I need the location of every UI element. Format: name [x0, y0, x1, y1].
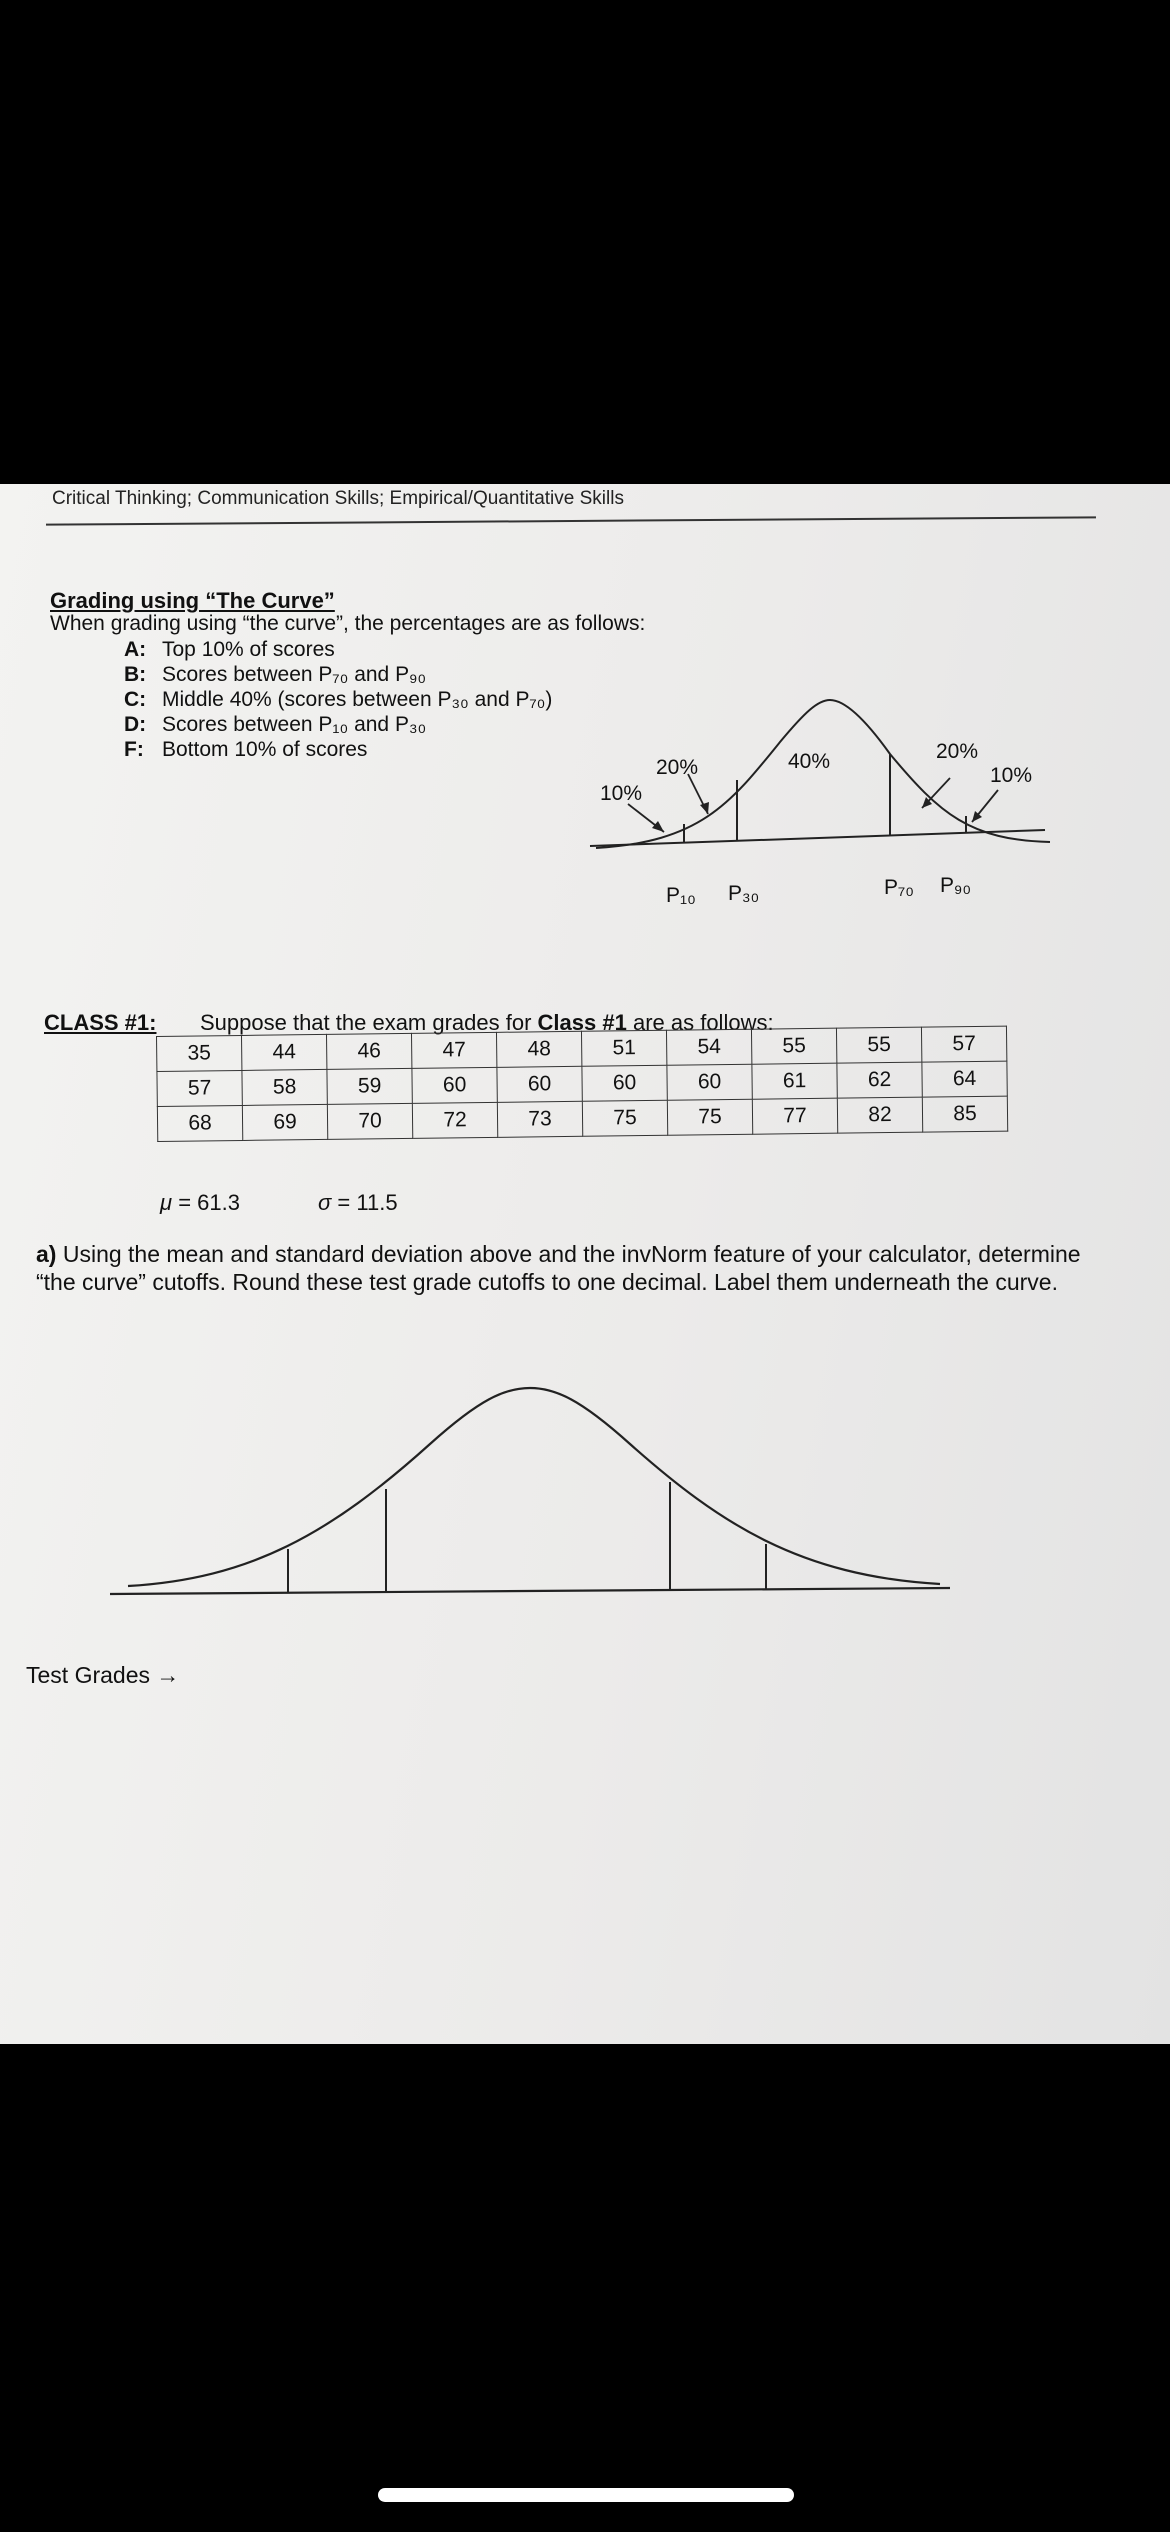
grade-cell: 60 [497, 1066, 582, 1102]
grade-cell: 75 [582, 1100, 667, 1136]
grade-item-d [124, 713, 426, 737]
grade-cell: 62 [837, 1062, 922, 1098]
grade-desc: Scores between P₁₀ and P₃₀ [162, 713, 427, 736]
grade-cell: 72 [412, 1102, 497, 1138]
grade-cell: 57 [921, 1026, 1006, 1062]
grades-table [156, 1026, 1008, 1142]
axis-label: Test Grades → [26, 1662, 180, 1688]
grade-cell: 47 [411, 1032, 496, 1068]
worksheet-page [0, 484, 1170, 2044]
grade-cell: 60 [667, 1064, 752, 1100]
percent-label-f: 10% [600, 782, 643, 805]
percentile-label-p30: P₃₀ [728, 882, 760, 905]
mean-value: = 61.3 [178, 1190, 240, 1215]
grade-cell: 54 [666, 1029, 751, 1065]
grade-letter: F: [124, 738, 144, 761]
grade-cell: 60 [582, 1065, 667, 1101]
percentile-label-p10: P₁₀ [666, 884, 696, 907]
mean-symbol: μ [160, 1190, 173, 1215]
percent-label-d: 20% [656, 756, 699, 779]
arrow-head [652, 821, 664, 832]
desc-class-name: Class #1 [537, 1010, 627, 1035]
grade-cell: 69 [242, 1104, 327, 1140]
sd-stat [318, 1190, 398, 1216]
percent-label-c: 40% [788, 750, 831, 773]
arrow-head [700, 802, 709, 814]
home-indicator[interactable] [378, 2488, 794, 2502]
grade-cell: 61 [752, 1063, 837, 1099]
grade-desc: Top 10% of scores [162, 638, 335, 661]
grade-cell: 59 [327, 1068, 412, 1104]
grade-letter: A: [124, 638, 147, 661]
grade-item-b [124, 663, 426, 687]
grade-cell: 75 [667, 1099, 752, 1135]
grade-cell: 57 [157, 1070, 242, 1106]
grade-desc: Middle 40% (scores between P₃₀ and P₇₀) [162, 688, 553, 711]
grade-cell: 35 [157, 1035, 242, 1071]
grading-intro: When grading using “the curve”, the percentages are as follows: [50, 612, 646, 635]
grading-title: Grading using “The Curve” [50, 588, 335, 613]
question-text: Using the mean and standard deviation above and the invNorm feature of your calculator, determine “the curve” cutoffs. Round these test grade cutoffs to one decimal. Label them underneath the curve. [36, 1241, 1081, 1295]
percent-label-b: 20% [936, 740, 979, 763]
grade-cell: 44 [241, 1034, 326, 1070]
sd-value: = 11.5 [337, 1190, 398, 1215]
grade-item-f [124, 738, 367, 762]
grade-cell: 85 [922, 1096, 1007, 1132]
grade-desc: Bottom 10% of scores [162, 738, 368, 761]
percent-label-a: 10% [990, 764, 1033, 787]
grade-cell: 51 [581, 1030, 666, 1066]
grade-cell: 77 [752, 1098, 837, 1134]
grade-letter: D: [124, 713, 147, 736]
grade-cell: 70 [327, 1103, 412, 1139]
blank-curve [100, 1364, 980, 1624]
grade-cell: 55 [751, 1028, 836, 1064]
grade-cell: 60 [412, 1067, 497, 1103]
grade-letter: C: [124, 688, 147, 711]
grade-cell: 48 [496, 1031, 581, 1067]
header-divider [46, 516, 1096, 525]
sd-symbol: σ [318, 1190, 332, 1215]
grade-cell: 82 [837, 1097, 922, 1133]
grade-cell: 73 [497, 1101, 582, 1137]
grade-item-a [124, 638, 335, 662]
normal-curve-line [128, 1388, 940, 1586]
grade-cell: 68 [157, 1105, 242, 1141]
desc-prefix: Suppose that the exam grades for [200, 1010, 538, 1035]
grade-item-c [124, 688, 552, 712]
page-header: Critical Thinking; Communication Skills; Empirical/Quantitative Skills [52, 488, 624, 509]
question-label: a) [36, 1241, 57, 1267]
mean-stat [160, 1190, 240, 1216]
grade-letter: B: [124, 663, 147, 686]
grade-desc: Scores between P₇₀ and P₉₀ [162, 663, 427, 686]
percentile-label-p70: P₇₀ [884, 876, 914, 899]
percentile-label-p90: P₉₀ [940, 874, 972, 897]
desc-suffix: are as follows: [626, 1010, 774, 1035]
grade-cell: 58 [242, 1069, 327, 1105]
baseline [110, 1588, 950, 1594]
grade-cell: 55 [836, 1027, 921, 1063]
grade-cell: 46 [326, 1033, 411, 1069]
class-label: CLASS #1: [44, 1010, 157, 1035]
question-a [36, 1240, 1116, 1296]
grade-cell: 64 [922, 1061, 1007, 1097]
